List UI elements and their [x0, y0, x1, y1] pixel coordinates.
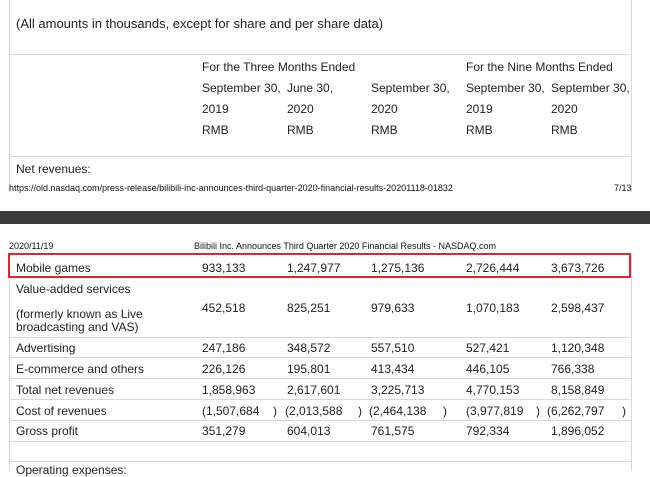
cell: 1,070,183	[466, 301, 520, 315]
row-label-operating-expenses: Operating expenses:	[16, 463, 127, 477]
cell: 979,633	[371, 301, 415, 315]
cell: 2,598,437	[551, 301, 605, 315]
cell: (2,464,138	[369, 404, 427, 418]
cell: 2,726,444	[466, 261, 520, 275]
paren: )	[622, 404, 626, 418]
cell: 226,126	[202, 362, 246, 376]
row-label-line3: broadcasting and VAS)	[16, 320, 139, 334]
row-label-cost-of-revenues: Cost of revenues	[16, 404, 107, 418]
col3-currency: RMB	[371, 123, 398, 137]
cell: 792,334	[466, 424, 510, 438]
cell: 527,421	[466, 341, 510, 355]
paren: )	[536, 404, 540, 418]
col5-currency: RMB	[551, 123, 578, 137]
row-label-mobile-games: Mobile games	[16, 261, 91, 275]
row-label-gross-profit: Gross profit	[16, 424, 79, 438]
cell: 933,133	[202, 261, 246, 275]
cell: (2,013,588	[285, 404, 343, 418]
cell: 452,518	[202, 301, 246, 315]
footer-url: https://old.nasdaq.com/press-release/bilibili-inc-announces-third-quarter-2020-financial-results-20201118-01832	[9, 183, 453, 193]
cell: (6,262,797	[547, 404, 605, 418]
cell: 3,673,726	[551, 261, 605, 275]
cell: 4,770,153	[466, 383, 520, 397]
cell: 195,801	[287, 362, 331, 376]
net-revenues-label: Net revenues:	[16, 162, 91, 176]
col3-year: 2020	[371, 102, 398, 116]
cell: 446,105	[466, 362, 510, 376]
cell: 557,510	[371, 341, 415, 355]
row-label-ecommerce: E-commerce and others	[16, 362, 145, 376]
col2-year: 2020	[287, 102, 314, 116]
cell: 1,247,977	[287, 261, 341, 275]
paren: )	[358, 404, 362, 418]
col4-date: September 30,	[466, 81, 545, 95]
row-label-line2: (formerly known as Live	[16, 307, 143, 321]
row-label-advertising: Advertising	[16, 341, 76, 355]
cell: 247,186	[202, 341, 246, 355]
cell: 825,251	[287, 301, 331, 315]
col5-date: September 30,	[551, 81, 630, 95]
col3-date: September 30,	[371, 81, 450, 95]
col4-year: 2019	[466, 102, 493, 116]
col2-currency: RMB	[287, 123, 314, 137]
cell: 413,434	[371, 362, 415, 376]
cell: 604,013	[287, 424, 331, 438]
cell: 348,572	[287, 341, 331, 355]
amounts-note: (All amounts in thousands, except for share and per share data)	[16, 16, 384, 31]
cell: (1,507,684	[202, 404, 260, 418]
footer-page-number: 7/13	[614, 183, 632, 193]
col1-year: 2019	[202, 102, 229, 116]
cell: 351,279	[202, 424, 246, 438]
col1-currency: RMB	[202, 123, 229, 137]
page-separator	[0, 211, 650, 224]
page-header-title: Bilibili Inc. Announces Third Quarter 2020 Financial Results - NASDAQ.com	[194, 241, 496, 251]
paren: )	[273, 404, 277, 418]
cell: 1,858,963	[202, 383, 256, 397]
cell: 1,275,136	[371, 261, 425, 275]
row-label-total-net-revenues: Total net revenues	[16, 383, 115, 397]
page-header-date: 2020/11/19	[9, 241, 54, 251]
col4-currency: RMB	[466, 123, 493, 137]
row-label-value-added-services: Value-added services	[16, 282, 131, 296]
cell: 8,158,849	[551, 383, 605, 397]
col1-date: September 30,	[202, 81, 281, 95]
cell: 3,225,713	[371, 383, 425, 397]
col2-date: June 30,	[287, 81, 334, 95]
cell: (3,977,819	[466, 404, 524, 418]
cell: 766,338	[551, 362, 595, 376]
cell: 1,120,348	[551, 341, 605, 355]
nine-months-header: For the Nine Months Ended	[466, 60, 613, 74]
cell: 1,896,052	[551, 424, 605, 438]
cell: 761,575	[371, 424, 415, 438]
three-months-header: For the Three Months Ended	[202, 60, 356, 74]
paren: )	[443, 404, 447, 418]
col5-year: 2020	[551, 102, 578, 116]
cell: 2,617,601	[287, 383, 341, 397]
